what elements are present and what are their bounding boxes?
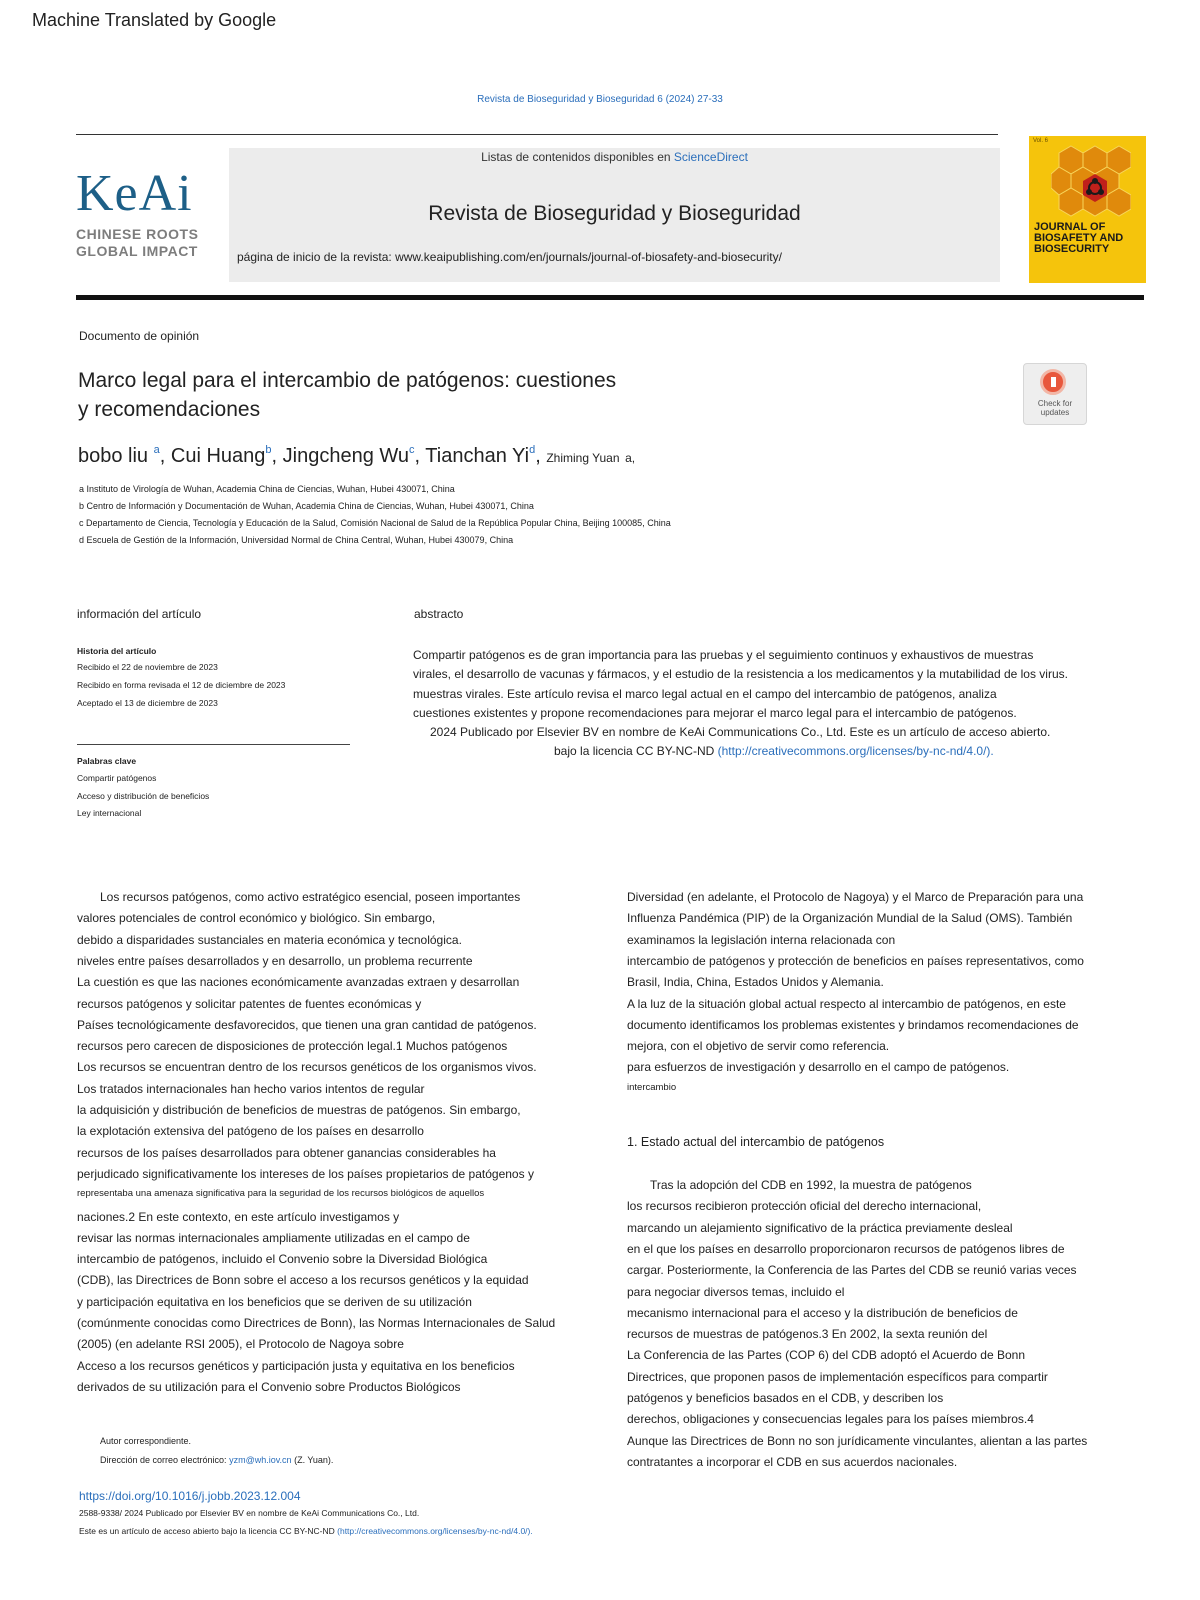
logo-tagline-2: GLOBAL IMPACT	[76, 243, 198, 259]
body-text-line: A la luz de la situación global actual respecto al intercambio de patógenos, en este	[627, 996, 1066, 1011]
body-text-line: intercambio de patógenos, incluido el Convenio sobre la Diversidad Biológica	[77, 1252, 488, 1267]
history-item: Recibido en forma revisada el 12 de diciembre de 2023	[77, 680, 286, 690]
contents-prefix: Listas de contenidos disponibles en	[481, 150, 671, 164]
logo-wordmark: KeAi	[76, 165, 193, 222]
author-affil-sup[interactable]: d	[529, 444, 536, 456]
body-text-line: Los recursos se encuentran dentro de los recursos genéticos de los organismos vivos.	[77, 1060, 537, 1075]
body-text-line: la adquisición y distribución de beneficios de muestras de patógenos. Sin embargo,	[77, 1103, 521, 1117]
author-affil-sup[interactable]: a,	[625, 451, 636, 465]
body-text-line: la explotación extensiva del patógeno de los países en desarrollo	[77, 1124, 424, 1139]
body-text-line: niveles entre países desarrollados y en desarrollo, un problema recurrente	[77, 953, 473, 968]
body-text-line: derivados de su utilización para el Convenio sobre Productos Biológicos	[77, 1379, 461, 1394]
email-suffix: (Z. Yuan).	[294, 1455, 334, 1465]
section-heading: 1. Estado actual del intercambio de patógenos	[627, 1135, 885, 1149]
body-text-line: Influenza Pandémica (PIP) de la Organización Mundial de la Salud (OMS). También	[627, 911, 1073, 926]
affiliation: c Departamento de Ciencia, Tecnología y Educación de la Salud, Comisión Nacional de Salud de la República Popular China, Beijing 100085, China	[79, 518, 671, 528]
license-footer-prefix: Este es un artículo de acceso abierto bajo la licencia CC BY-NC-ND	[79, 1526, 335, 1536]
body-text-line: recursos pero carecen de disposiciones de protección legal.1 Muchos patógenos	[77, 1039, 508, 1054]
body-text-line: representaba una amenaza significativa para la seguridad de los recursos biológicos de aquellos	[77, 1188, 485, 1200]
title-line-2: y recomendaciones	[78, 398, 261, 421]
keyword: Compartir patógenos	[77, 773, 157, 783]
body-text-line: revisar las normas internacionales ampliamente utilizadas en el campo de	[77, 1230, 470, 1245]
body-text-line: patógenos y beneficios basados en el CDB, y describen los	[627, 1391, 944, 1405]
issn-copyright: 2588-9338/ 2024 Publicado por Elsevier BV en nombre de KeAi Communications Co., Ltd.	[79, 1508, 420, 1518]
journal-citation-link[interactable]: Revista de Bioseguridad y Bioseguridad 6 (2024) 27-33	[477, 94, 723, 105]
abstract-line: muestras virales. Este artículo revisa el marco legal actual en el campo del intercambio de patógenos, analiza	[413, 687, 997, 701]
abstract-license	[554, 744, 994, 758]
sciencedirect-link[interactable]: ScienceDirect	[673, 150, 748, 164]
author-name[interactable]: Zhiming Yuan	[546, 451, 620, 465]
body-text-line: (CDB), las Directrices de Bonn sobre el acceso a los recursos genéticos y la equidad	[77, 1273, 529, 1288]
keai-logo	[76, 165, 216, 260]
body-text-line: contratantes a incorporar el CDB en sus acuerdos nacionales.	[627, 1454, 958, 1469]
keywords-label: Palabras clave	[77, 756, 137, 766]
bookmark-icon	[1040, 369, 1066, 395]
email-prefix: Dirección de correo electrónico:	[100, 1455, 227, 1465]
author-name[interactable]: bobo liu	[78, 445, 149, 467]
doi-link[interactable]: https://doi.org/10.1016/j.jobb.2023.12.004	[79, 1489, 301, 1503]
body-text-line: Diversidad (en adelante, el Protocolo de Nagoya) y el Marco de Preparación para una	[627, 890, 1084, 904]
check-updates-label: Check for updates	[1037, 399, 1073, 417]
abstract-line: cuestiones existentes y propone recomendaciones para mejorar el marco legal para el intercambio de patógenos.	[413, 706, 1017, 720]
cover-title: JOURNAL OF BIOSAFETY AND BIOSECURITY	[1034, 221, 1124, 255]
author-affil-sup[interactable]: c	[409, 444, 415, 456]
author-name[interactable]: Tianchan Yi	[425, 445, 530, 467]
header-thick-rule	[76, 295, 1144, 300]
article-title	[78, 366, 778, 424]
affiliation: a Instituto de Virología de Wuhan, Academia China de Ciencias, Wuhan, Hubei 430071, China	[79, 484, 455, 494]
title-line-1: Marco legal para el intercambio de patógenos: cuestiones	[78, 369, 617, 392]
author-affil-sup[interactable]: a	[153, 444, 160, 456]
body-text-line: Los tratados internacionales han hecho varios intentos de regular	[77, 1081, 425, 1096]
keyword: Ley internacional	[77, 808, 142, 818]
body-text-line: mecanismo internacional para el acceso y la distribución de beneficios de	[627, 1305, 1018, 1320]
author-name[interactable]: Cui Huang	[170, 445, 266, 467]
body-text-line: en el que los países en desarrollo proporcionaron recursos de patógenos libres de	[627, 1241, 1065, 1256]
body-text-line: La cuestión es que las naciones económicamente avanzadas extraen y desarrollan	[77, 975, 520, 990]
body-text-line: Los recursos patógenos, como activo estratégico esencial, poseen importantes	[100, 890, 521, 904]
logo-tagline-1: CHINESE ROOTS	[76, 226, 199, 242]
body-text-line: (comúnmente conocidas como Directrices de Bonn), las Normas Internacionales de Salud	[77, 1316, 556, 1330]
body-text-line: intercambio	[627, 1081, 677, 1093]
article-info-heading: información del artículo	[77, 607, 202, 621]
biohazard-hexagon-icon	[1051, 144, 1131, 220]
email-note	[100, 1455, 333, 1465]
header-rule	[76, 134, 998, 135]
affiliation: b Centro de Información y Documentación de Wuhan, Academia China de Ciencias, Wuhan, Hubei 430071, China	[79, 501, 534, 511]
body-text-line: naciones.2 En este contexto, en este artículo investigamos y	[77, 1209, 400, 1224]
body-text-line: cargar. Posteriormente, la Conferencia de las Partes del CDB se reunió varias veces	[627, 1263, 1077, 1278]
abstract-heading: abstracto	[414, 607, 464, 621]
body-text-line: y participación equitativa en los beneficios que se deriven de su utilización	[77, 1294, 472, 1309]
body-text-line: recursos de los países desarrollados para obtener ganancias considerables ha	[77, 1145, 496, 1160]
body-text-line: los recursos recibieron protección oficial del derecho internacional,	[627, 1199, 982, 1214]
document-type: Documento de opinión	[79, 329, 200, 343]
body-text-line: Acceso a los recursos genéticos y participación justa y equitativa en los beneficios	[77, 1358, 515, 1373]
license-footer	[79, 1526, 533, 1536]
cover-volume: Vol. 6	[1033, 138, 1049, 144]
license-link[interactable]: (http://creativecommons.org/licenses/by-nc-nd/4.0/).	[717, 744, 994, 758]
body-text-line: Brasil, India, China, Estados Unidos y Alemania.	[627, 975, 884, 990]
body-text-line: marcando un alejamiento significativo de la práctica previamente desleal	[627, 1220, 1013, 1235]
author-affil-sup[interactable]: b	[265, 444, 272, 456]
license-prefix: bajo la licencia CC BY-NC-ND	[554, 744, 715, 758]
body-text-line: (2005) (en adelante RSI 2005), el Protocolo de Nagoya sobre	[77, 1337, 404, 1352]
license-footer-link[interactable]: (http://creativecommons.org/licenses/by-nc-nd/4.0/).	[337, 1526, 533, 1536]
journal-cover-image	[1029, 136, 1146, 283]
corresponding-author-note: Autor correspondiente.	[100, 1436, 192, 1446]
body-text-line: recursos patógenos y solicitar patentes de fuentes económicas y	[77, 996, 422, 1011]
history-item: Recibido el 22 de noviembre de 2023	[77, 662, 218, 672]
body-text-line: perjudicado significativamente los intereses de los países propietarios de patógenos y	[77, 1166, 534, 1181]
body-text-line: documento identificamos los problemas existentes y brindamos recomendaciones de	[627, 1017, 1079, 1032]
machine-translation-banner: Machine Translated by Google	[32, 10, 277, 30]
body-text-line: Aunque las Directrices de Bonn no son jurídicamente vinculantes, alientan a las partes	[627, 1433, 1088, 1448]
body-text-line: Tras la adopción del CDB en 1992, la muestra de patógenos	[650, 1178, 972, 1192]
body-text-line: para negociar diversos temas, incluido el	[627, 1284, 845, 1299]
body-text-line: examinamos la legislación interna relacionada con	[627, 932, 896, 947]
body-text-line: recursos de muestras de patógenos.3 En 2002, la sexta reunión del	[627, 1327, 988, 1342]
abstract-line: Compartir patógenos es de gran importancia para las pruebas y el seguimiento continuos y exhaustivos de muestras	[413, 648, 1034, 662]
contents-availability	[229, 150, 1000, 164]
body-text-line: debido a disparidades sustanciales en materia económica y tecnológica.	[77, 932, 462, 947]
body-text-line: mejora, con el objetivo de servir como referencia.	[627, 1039, 890, 1054]
body-text-line: valores potenciales de control económico y biológico. Sin embargo,	[77, 911, 436, 926]
affiliation: d Escuela de Gestión de la Información, Universidad Normal de China Central, Wuhan, Hubei 430079, China	[79, 535, 514, 545]
body-text-line: La Conferencia de las Partes (COP 6) del CDB adoptó el Acuerdo de Bonn	[627, 1348, 1026, 1363]
body-text-line: para esfuerzos de investigación y desarrollo en el campo de patógenos.	[627, 1060, 1010, 1075]
abstract-copyright: 2024 Publicado por Elsevier BV en nombre de KeAi Communications Co., Ltd. Este es un artículo de acceso abierto.	[430, 725, 1051, 739]
history-label: Historia del artículo	[77, 646, 157, 656]
body-text-line: Países tecnológicamente desfavorecidos, que tienen una gran cantidad de patógenos.	[77, 1017, 537, 1032]
keywords-divider	[77, 744, 350, 745]
history-item: Aceptado el 13 de diciembre de 2023	[77, 698, 218, 708]
journal-name: Revista de Bioseguridad y Bioseguridad	[428, 202, 801, 225]
body-text-line: intercambio de patógenos y protección de beneficios en países representativos, como	[627, 953, 1084, 968]
body-text-line: derechos, obligaciones y consecuencias legales para los países miembros.4	[627, 1412, 1034, 1427]
journal-homepage[interactable]: página de inicio de la revista: www.keaipublishing.com/en/journals/journal-of-biosafety-and-biosecurity/	[237, 250, 782, 264]
body-text-line: Directrices, que proponen pasos de implementación específicos para compartir	[627, 1369, 1048, 1384]
author-name[interactable]: Jingcheng Wu	[282, 445, 410, 467]
abstract-line: virales, el desarrollo de vacunas y fármacos, y el estudio de la resistencia a los medicamentos y la mutabilidad de los virus.	[413, 667, 1068, 681]
email-link[interactable]: yzm@wh.iov.cn	[229, 1455, 292, 1465]
keyword: Acceso y distribución de beneficios	[77, 791, 210, 801]
journal-header-box	[229, 148, 1000, 282]
check-for-updates-button[interactable]	[1023, 363, 1087, 425]
author-list: bobo liu $^a$, Cui Huang$^b$, Jingcheng Wu$^c$, Tianchan Yi$^d$, Zhiming Yuan a,	[78, 444, 636, 467]
